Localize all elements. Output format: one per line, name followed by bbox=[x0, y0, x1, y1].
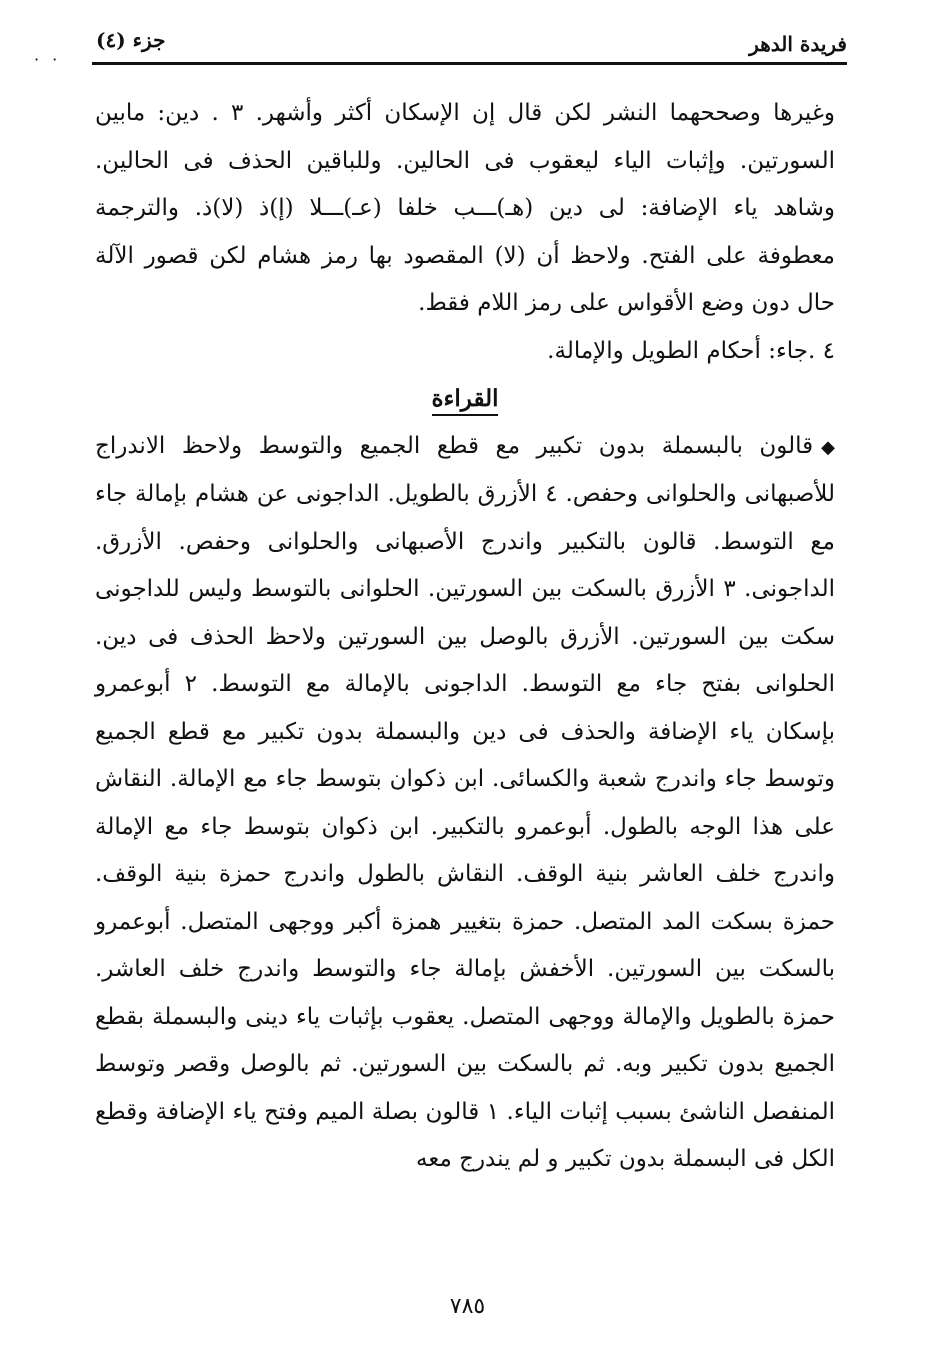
readings-paragraph bbox=[95, 423, 835, 1184]
part-label: جزء (٤) bbox=[96, 28, 166, 52]
footnote-last-line: ٤ .جاء: أحكام الطويل والإمالة. bbox=[547, 337, 835, 364]
footnote-paragraph: وغيرها وصححهما النشر لكن قال إن الإسكان أكثر وأشهر. ٣ . دين: مابين السورتين. وإثبات الياء ليعقوب فى الحالين. وللباقين الحذف فى الحالين. وشاهد ياء الإضافة: لى دين (هـ)ـــب خلفا (عـ)ـــلا (إ)ذ (لا)ذ. والترجمة معطوفة على الفتح. ولاحظ أن (لا) المقصود بها رمز هشام لكن قصور الآلة حال دون وضع الأقواس على رمز اللام فقط. bbox=[95, 100, 835, 316]
section-title-text: القراءة bbox=[432, 385, 499, 416]
page-number: ٧٨٥ bbox=[449, 1294, 486, 1319]
readings-text: قالون بالبسملة بدون تكبير مع قطع الجميع والتوسط ولاحظ الاندراج للأصبهانى والحلوانى وحفص. ٤ الأزرق بالطويل. الداجونى عن هشام بإمالة جاء مع التوسط. قالون بالتكبير واندرج الأصبهانى والحلوانى وحفص. الأزرق. الداجونى. ٣ الأزرق بالسكت بين السورتين. الحلوانى بالتوسط وليس للداجونى سكت بين السورتين. الأزرق بالوصل بين السورتين ولاحظ الحذف فى دين. الحلوانى بفتح جاء مع التوسط. الداجونى بالإمالة مع التوسط. ٢ أبوعمرو بإسكان ياء الإضافة والحذف فى دين والبسملة بدون تكبير مع قطع الجميع وتوسط جاء واندرج شعبة والكسائى. ابن ذكوان بتوسط جاء مع الإمالة. النقاش على هذا الوجه بالطول. أبوعمرو بالتكبير. ابن ذكوان بتوسط جاء مع الإمالة واندرج خلف العاشر بنية الوقف. النقاش بالطول واندرج حمزة بنية الوقف. حمزة بسكت المد المتصل. حمزة بتغيير همزة أكبر ووجهى المتصل. أبوعمرو بالسكت بين السورتين. الأخفش بإمالة جاء والتوسط واندرج خلف العاشر. حمزة بالطويل والإمالة ووجهى المتصل. يعقوب بإثبات ياء دينى والبسملة بقطع الجميع بدون تكبير وبه. ثم بالسكت بين السورتين. ثم بالوصل وقصر وتوسط المنفصل الناشئ بسبب إثبات الياء. ١ قالون بصلة الميم وفتح ياء الإضافة وقطع الكل فى البسملة بدون تكبير و لم يندرج معه bbox=[95, 432, 836, 1172]
diamond-bullet-icon: ◆ bbox=[821, 436, 835, 458]
page-body bbox=[95, 90, 835, 1184]
book-title: فريدة الدهر bbox=[749, 32, 847, 56]
corner-mark: · · bbox=[34, 50, 62, 69]
page-header bbox=[92, 22, 847, 65]
section-title bbox=[95, 375, 835, 423]
